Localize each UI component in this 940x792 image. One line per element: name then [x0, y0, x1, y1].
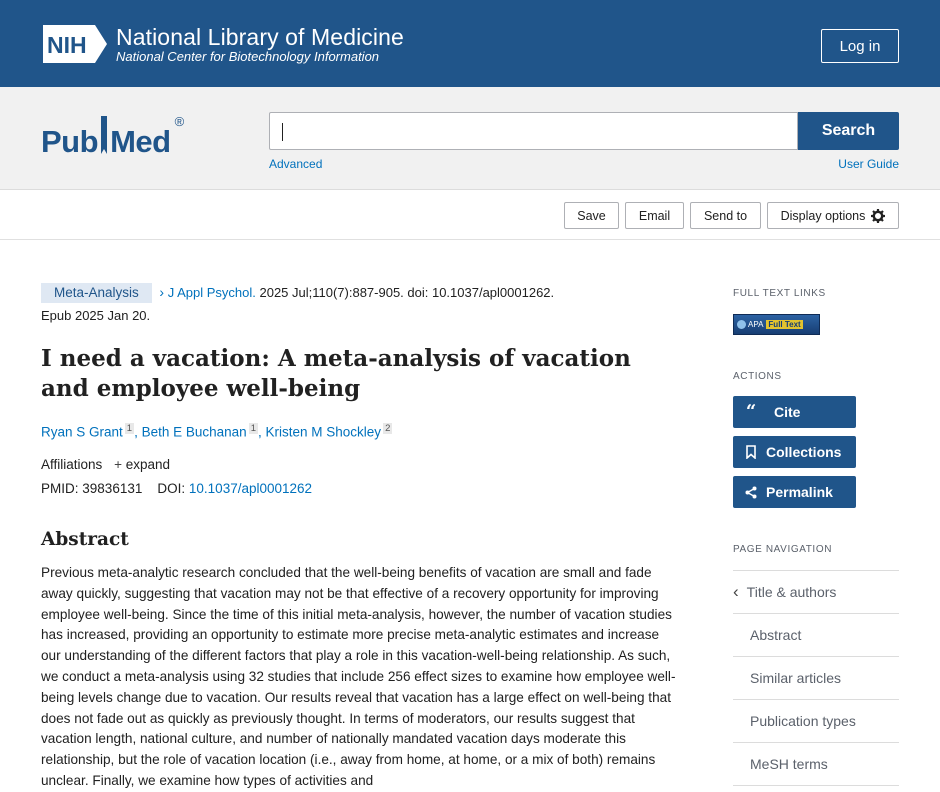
- article-type-badge[interactable]: Meta-Analysis: [41, 283, 152, 303]
- collections-button[interactable]: [733, 436, 856, 468]
- affiliations-row: [41, 457, 170, 472]
- apa-full-text-link[interactable]: [733, 314, 820, 335]
- text-caret: [282, 123, 283, 141]
- article-title: I need a vacation: A meta-analysis of vacation and employee well-being: [41, 345, 631, 402]
- permalink-label: Permalink: [766, 484, 833, 500]
- pubmed-logo-right: Med: [110, 124, 171, 159]
- collections-label: Collections: [766, 444, 842, 460]
- pmid-value: 39836131: [82, 481, 143, 496]
- doi-label: DOI:: [157, 481, 186, 496]
- nih-title: National Library of Medicine: [116, 24, 404, 50]
- apa-logo-icon: [737, 320, 746, 329]
- author-list: Ryan S Grant $^1$ , Beth E Buchanan $^1$ , Kristen M Shockley $^2$: [41, 423, 391, 440]
- send-to-button[interactable]: Send to: [690, 202, 761, 229]
- nav-item-similar-articles[interactable]: Similar articles: [733, 657, 899, 700]
- epub-date: Epub 2025 Jan 20.: [41, 308, 151, 323]
- permalink-button[interactable]: [733, 476, 856, 508]
- nih-header: [0, 0, 940, 87]
- cite-label: Cite: [774, 404, 801, 420]
- pubmed-logo[interactable]: [41, 110, 184, 160]
- full-text-links-label: FULL TEXT LINKS: [733, 288, 826, 299]
- display-options-button[interactable]: [767, 202, 899, 229]
- nih-logo[interactable]: [41, 23, 404, 65]
- author-affiliation-ref[interactable]: 1: [250, 423, 256, 434]
- page-navigation-label: PAGE NAVIGATION: [733, 544, 833, 555]
- action-bar: [0, 190, 940, 240]
- chevron-left-icon: ‹: [733, 582, 739, 601]
- cite-button[interactable]: [733, 396, 856, 428]
- pubmed-reg-mark: ®: [174, 114, 185, 129]
- author-affiliation-ref[interactable]: 1: [126, 423, 133, 434]
- pubmed-bookmark-icon: [99, 116, 109, 156]
- identifiers-row: [41, 481, 312, 496]
- author-affiliation-ref[interactable]: 2: [385, 423, 391, 434]
- advanced-search-link[interactable]: Advanced: [269, 157, 323, 171]
- pmid-label: PMID:: [41, 481, 79, 496]
- nav-item-mesh-terms[interactable]: MeSH terms: [733, 743, 899, 786]
- search-button[interactable]: Search: [798, 112, 899, 150]
- nav-item-title-authors[interactable]: [733, 571, 899, 614]
- citation-text: 2025 Jul;110(7):887-905. doi: 10.1037/apl0001262.: [259, 285, 555, 300]
- journal-link[interactable]: J Appl Psychol.: [167, 285, 256, 300]
- apa-badge-right: Full Text: [768, 320, 801, 329]
- nav-item-publication-types[interactable]: Publication types: [733, 700, 899, 743]
- user-guide-link[interactable]: User Guide: [838, 157, 899, 171]
- doi-link[interactable]: 10.1037/apl0001262: [188, 481, 313, 496]
- nih-badge-text: NIH: [47, 32, 87, 58]
- actions-label: ACTIONS: [733, 371, 782, 382]
- nih-badge-icon: [41, 23, 109, 65]
- article-source-row: [41, 282, 681, 303]
- nav-item-abstract[interactable]: Abstract: [733, 614, 899, 657]
- search-band: [0, 87, 940, 190]
- nih-subtitle: National Center for Biotechnology Information: [116, 49, 380, 64]
- save-button[interactable]: Save: [564, 202, 619, 229]
- abstract-text: Previous meta-analytic research concluded that the well-being benefits of vacation are small and fade away quickly, suggesting that vacation may not be that effective of a recovery opportunity for improving employee well-being. Since the time of this initial meta-analysis, however, the number of vacation studies has increased, providing an opportunity to estimate more precise meta-analytic estimates and increase our understanding of the different factors that play a role in this vacation-well-being relationship. As such, we conduct a meta-analysis using 32 studies that include 256 effect sizes to examine how employee well-being levels change due to vacation. Our results reveal that vacation has a large effect on well-being that does not fade out as quickly as previously thought. In terms of moderators, our results suggest that vacation length, national culture, and number of nationally mandated vacation days moderate this relationship, but the role of vacation location (i.e., away from home, at home, or a mix of both) remains unclear. Finally, we examine how types of activities and: [41, 565, 676, 788]
- plus-icon[interactable]: +: [114, 457, 122, 472]
- author-link[interactable]: Kristen M Shockley: [265, 424, 382, 440]
- login-button[interactable]: Log in: [821, 29, 899, 63]
- affiliations-label: Affiliations: [41, 457, 103, 472]
- share-icon: [744, 486, 758, 499]
- expand-toggle[interactable]: expand: [125, 457, 171, 472]
- chevron-right-icon: ›: [159, 284, 165, 300]
- display-options-label: Display options: [780, 208, 866, 223]
- abstract-heading: Abstract: [41, 529, 129, 550]
- apa-badge-left: APA: [748, 320, 764, 329]
- bookmark-icon: [744, 445, 758, 459]
- pubmed-logo-left: Pub: [41, 124, 99, 159]
- author-link[interactable]: Beth E Buchanan: [141, 424, 247, 440]
- nav-item-label: Title & authors: [746, 584, 837, 600]
- quote-icon: “: [745, 401, 757, 422]
- email-button[interactable]: Email: [625, 202, 684, 229]
- author-link[interactable]: Ryan S Grant: [41, 424, 123, 440]
- search-input[interactable]: [269, 112, 798, 150]
- gear-icon: [871, 209, 885, 223]
